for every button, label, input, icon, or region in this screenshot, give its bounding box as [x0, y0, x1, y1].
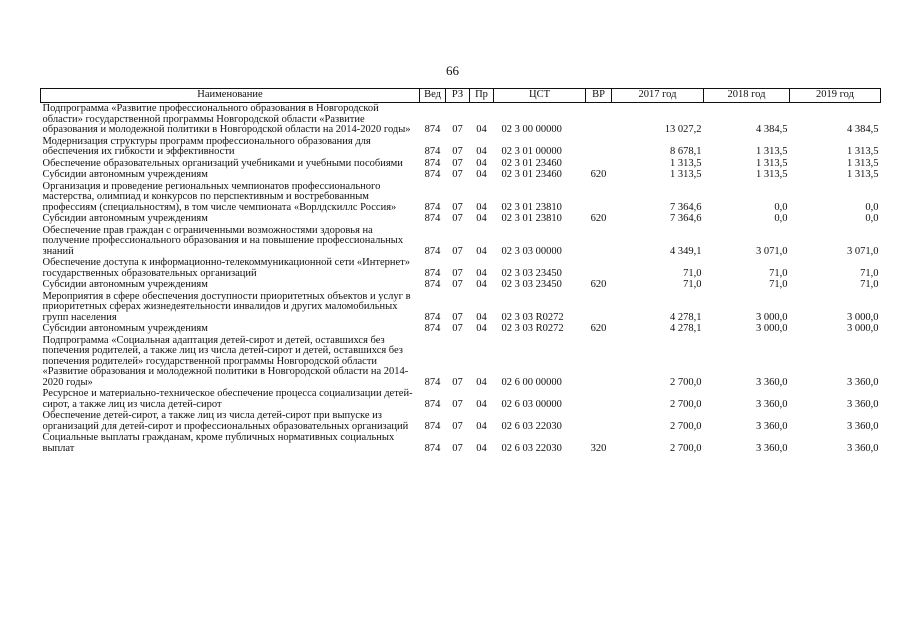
- cell-2018: 3 000,0: [756, 323, 788, 334]
- cell-ved: 874: [424, 267, 441, 279]
- cell-name: Субсидии автономным учреждениям: [42, 323, 208, 334]
- cell-name: Обеспечение образовательных организаций учебниками и учебными пособиями: [42, 157, 403, 169]
- table-row: [41, 136, 881, 158]
- cell-2018: 3 000,0: [756, 311, 788, 323]
- cell-name: Модернизация структуры программ профессионального образования для обеспечения их гибкости и эффективности: [42, 135, 371, 157]
- cell-cst: 02 6 00 00000: [501, 376, 562, 388]
- table-row: [41, 323, 881, 335]
- cell-pr: 04: [476, 323, 487, 334]
- cell-name: Организация и проведение региональных чемпионатов профессионального мастерства, олимпиад и конкурсов по перспективным и востребованным профессиям (специальностям), в том числе чемпионата «Ворлдскиллс Россия»: [42, 180, 397, 213]
- cell-2018: 1 313,5: [756, 169, 788, 180]
- cell-2017: 2 700,0: [670, 442, 702, 454]
- cell-cst: 02 3 01 00000: [501, 146, 562, 157]
- table-row: [41, 257, 881, 279]
- cell-pr: 04: [476, 442, 487, 454]
- cell-2019: 3 360,0: [847, 398, 879, 410]
- cell-name: Ресурсное и материально-техническое обеспечение процесса социализации детей-сирот, а также лиц из числа детей-сирот: [42, 388, 413, 410]
- cell-2019: 3 000,0: [847, 311, 879, 323]
- table-row: [41, 213, 881, 225]
- cell-name: Мероприятия в сфере обеспечения доступности приоритетных объектов и услуг в приоритетных сферах жизнедеятельности инвалидов и других маломобильных групп населения: [42, 290, 411, 323]
- col-header-2017: 2017 год: [612, 89, 704, 103]
- cell-pr: 04: [476, 169, 487, 180]
- cell-ved: 874: [424, 420, 441, 432]
- cell-pr: 04: [476, 146, 487, 157]
- cell-ved: 874: [424, 169, 441, 180]
- cell-rz: 07: [452, 124, 463, 135]
- cell-2019: 0,0: [865, 201, 879, 213]
- cell-ved: 874: [424, 146, 441, 157]
- cell-2019: 4 384,5: [847, 124, 879, 135]
- cell-2018: 0,0: [774, 213, 788, 224]
- budget-table: [40, 88, 881, 454]
- cell-name: Обеспечение доступа к информационно-телекоммуникационной сети «Интернет» государственных образовательных организаций: [42, 257, 411, 279]
- cell-2018: 4 384,5: [756, 124, 788, 135]
- cell-2019: 3 360,0: [847, 442, 879, 454]
- table-row: [41, 158, 881, 170]
- cell-2017: 13 027,2: [664, 124, 702, 135]
- cell-pr: 04: [476, 398, 487, 410]
- cell-2018: 71,0: [769, 279, 788, 290]
- cell-rz: 07: [452, 376, 463, 388]
- cell-rz: 07: [452, 201, 463, 213]
- cell-pr: 04: [476, 311, 487, 323]
- cell-rz: 07: [452, 398, 463, 410]
- cell-2017: 1 313,5: [670, 157, 702, 169]
- cell-ved: 874: [424, 442, 441, 454]
- cell-vr: [586, 335, 612, 389]
- cell-pr: 04: [476, 245, 487, 257]
- cell-vr: 620: [590, 213, 607, 224]
- col-header-pr: Пр: [470, 89, 494, 103]
- cell-2017: 7 364,6: [670, 213, 702, 224]
- cell-cst: 02 3 01 23460: [501, 157, 562, 169]
- cell-rz: 07: [452, 213, 463, 224]
- cell-2018: 3 071,0: [756, 245, 788, 257]
- table-row: [41, 432, 881, 454]
- table-row: [41, 103, 881, 136]
- cell-2018: 0,0: [774, 201, 788, 213]
- cell-pr: 04: [476, 267, 487, 279]
- cell-name: Обеспечение детей-сирот, а также лиц из числа детей-сирот при выпуске из организаций для детей-сирот и профессиональных образовательных организаций: [42, 410, 409, 432]
- cell-pr: 04: [476, 157, 487, 169]
- cell-2018: 71,0: [769, 267, 788, 279]
- cell-rz: 07: [452, 267, 463, 279]
- col-header-vr: ВР: [586, 89, 612, 103]
- cell-2018: 1 313,5: [756, 146, 788, 157]
- cell-2018: 3 360,0: [756, 376, 788, 388]
- cell-2019: 3 360,0: [847, 420, 879, 432]
- cell-pr: 04: [476, 279, 487, 290]
- cell-2017: 4 349,1: [670, 245, 702, 257]
- cell-2019: 1 313,5: [847, 169, 879, 180]
- cell-2018: 1 313,5: [756, 157, 788, 169]
- table-row: [41, 291, 881, 324]
- table-row: [41, 388, 881, 410]
- cell-pr: 04: [476, 201, 487, 213]
- cell-2019: 1 313,5: [847, 157, 879, 169]
- cell-rz: 07: [452, 323, 463, 334]
- cell-name: Обеспечение прав граждан с ограниченными возможностями здоровья на получение профессионального образования и на повышение профессиональных знаний: [42, 224, 404, 257]
- cell-ved: 874: [424, 124, 441, 135]
- cell-2019: 71,0: [860, 267, 879, 279]
- cell-ved: 874: [424, 157, 441, 169]
- col-header-2019: 2019 год: [790, 89, 881, 103]
- cell-vr: [586, 136, 612, 158]
- cell-cst: 02 3 01 23810: [501, 213, 562, 224]
- cell-rz: 07: [452, 146, 463, 157]
- cell-name: Субсидии автономным учреждениям: [42, 279, 208, 290]
- cell-2017: 4 278,1: [670, 323, 702, 334]
- table-row: [41, 181, 881, 214]
- cell-vr: [586, 103, 612, 136]
- cell-2017: 4 278,1: [670, 311, 702, 323]
- cell-rz: 07: [452, 442, 463, 454]
- cell-name: Социальные выплаты гражданам, кроме публичных нормативных социальных выплат: [42, 432, 395, 454]
- cell-2018: 3 360,0: [756, 442, 788, 454]
- cell-2019: 71,0: [860, 279, 879, 290]
- table-row: [41, 279, 881, 291]
- cell-rz: 07: [452, 311, 463, 323]
- cell-vr: [586, 225, 612, 258]
- cell-ved: 874: [424, 279, 441, 290]
- cell-ved: 874: [424, 311, 441, 323]
- cell-name: Подпрограмма «Развитие профессионального образования в Новгородской области» государственной программы Новгородской области «Развитие образования и молодежной политики в Новгородской области на 2014-2020 годы»: [42, 103, 411, 135]
- col-header-cst: ЦСТ: [494, 89, 586, 103]
- cell-2018: 3 360,0: [756, 420, 788, 432]
- cell-cst: 02 3 03 R0272: [501, 323, 564, 334]
- cell-ved: 874: [424, 376, 441, 388]
- cell-vr: [586, 410, 612, 432]
- cell-ved: 874: [424, 245, 441, 257]
- cell-vr: [586, 158, 612, 170]
- cell-2017: 2 700,0: [670, 420, 702, 432]
- cell-ved: 874: [424, 323, 441, 334]
- cell-cst: 02 3 03 23450: [501, 267, 562, 279]
- cell-cst: 02 3 01 23810: [501, 201, 562, 213]
- cell-2017: 8 678,1: [670, 146, 702, 157]
- table-row: [41, 169, 881, 181]
- cell-name: Субсидии автономным учреждениям: [42, 213, 208, 224]
- cell-2017: 2 700,0: [670, 376, 702, 388]
- col-header-ved: Вед: [420, 89, 446, 103]
- cell-2019: 3 071,0: [847, 245, 879, 257]
- cell-vr: [586, 181, 612, 214]
- cell-pr: 04: [476, 213, 487, 224]
- col-header-2018: 2018 год: [704, 89, 790, 103]
- col-header-rz: РЗ: [446, 89, 470, 103]
- cell-vr: 320: [590, 442, 607, 454]
- cell-2019: 1 313,5: [847, 146, 879, 157]
- cell-ved: 874: [424, 213, 441, 224]
- cell-pr: 04: [476, 124, 487, 135]
- cell-2018: 3 360,0: [756, 398, 788, 410]
- cell-2017: 2 700,0: [670, 398, 702, 410]
- cell-rz: 07: [452, 245, 463, 257]
- cell-vr: 620: [590, 323, 607, 334]
- cell-rz: 07: [452, 169, 463, 180]
- cell-2017: 71,0: [683, 267, 702, 279]
- cell-name: Подпрограмма «Социальная адаптация детей-сирот и детей, оставшихся без попечения родителей, а также лиц из числа детей-сирот и детей, оставшихся без попечения родителей» государственной программы Новгородской области «Развитие образования и молодежной политики в Новгородской области на 2014-2020 годы»: [42, 334, 409, 388]
- table-row: [41, 225, 881, 258]
- cell-vr: [586, 388, 612, 410]
- table-body: [41, 103, 881, 455]
- header-row: [41, 89, 881, 103]
- cell-2019: 3 360,0: [847, 376, 879, 388]
- cell-name: Субсидии автономным учреждениям: [42, 169, 208, 180]
- col-header-name: Наименование: [41, 89, 420, 103]
- cell-pr: 04: [476, 376, 487, 388]
- cell-rz: 07: [452, 279, 463, 290]
- cell-2019: 0,0: [865, 213, 879, 224]
- cell-cst: 02 6 03 22030: [501, 420, 562, 432]
- cell-cst: 02 6 03 22030: [501, 442, 562, 454]
- cell-vr: [586, 291, 612, 324]
- cell-cst: 02 6 03 00000: [501, 398, 562, 410]
- cell-cst: 02 3 00 00000: [501, 124, 562, 135]
- cell-vr: 620: [590, 279, 607, 290]
- cell-2019: 3 000,0: [847, 323, 879, 334]
- cell-cst: 02 3 03 R0272: [501, 311, 564, 323]
- cell-vr: [586, 257, 612, 279]
- cell-2017: 1 313,5: [670, 169, 702, 180]
- cell-rz: 07: [452, 157, 463, 169]
- cell-cst: 02 3 03 00000: [501, 245, 562, 257]
- cell-ved: 874: [424, 398, 441, 410]
- cell-2017: 7 364,6: [670, 201, 702, 213]
- cell-cst: 02 3 01 23460: [501, 169, 562, 180]
- cell-ved: 874: [424, 201, 441, 213]
- cell-2017: 71,0: [683, 279, 702, 290]
- cell-pr: 04: [476, 420, 487, 432]
- cell-cst: 02 3 03 23450: [501, 279, 562, 290]
- table-row: [41, 410, 881, 432]
- table-row: [41, 335, 881, 389]
- cell-rz: 07: [452, 420, 463, 432]
- cell-vr: 620: [590, 169, 607, 180]
- page-number: 66: [446, 63, 459, 78]
